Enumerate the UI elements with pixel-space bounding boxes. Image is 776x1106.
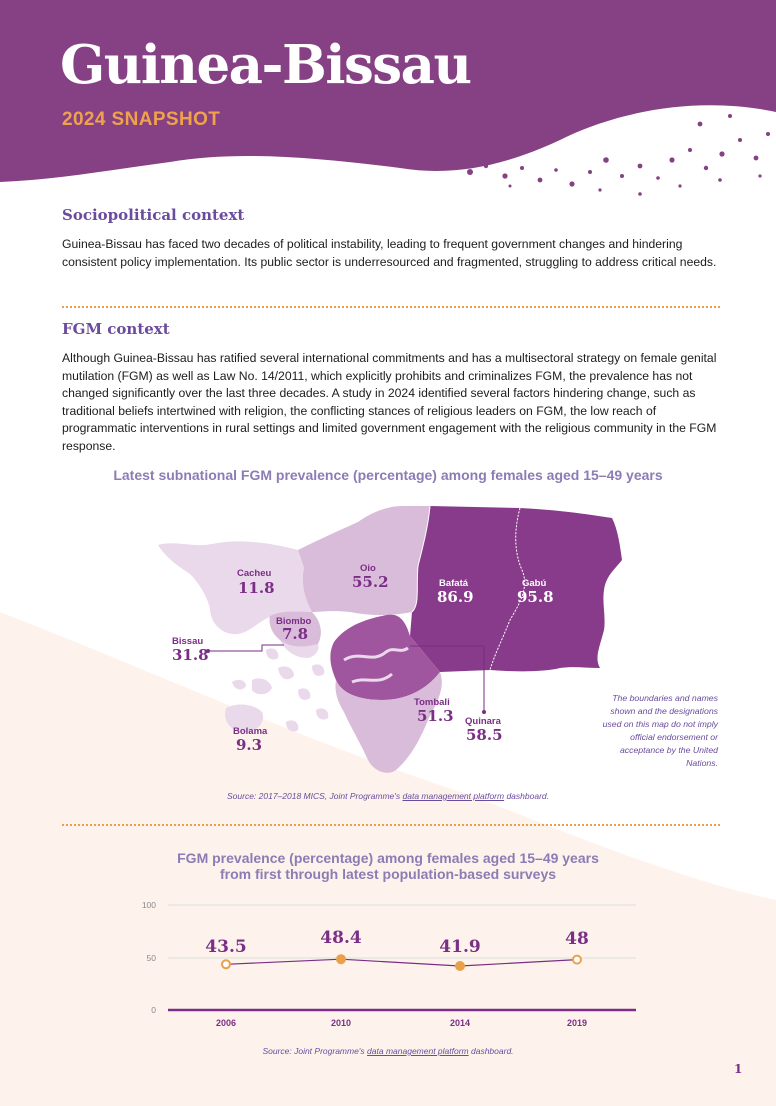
data-point — [222, 960, 230, 968]
sociopolitical-text: Guinea-Bissau has faced two decades of political instability, leading to frequent government changes and hindering consistent policy implementation. Its public sector is underresourced and fragmented, struggling to address critical needs. — [62, 237, 717, 269]
page-subtitle: 2024 SNAPSHOT — [62, 109, 221, 130]
sociopolitical-heading: Sociopolitical context — [62, 206, 245, 224]
xtick-label: 2019 — [566, 1018, 588, 1028]
label-bafata-value: 86.9 — [437, 588, 474, 606]
label-quinara-name: Quinara — [465, 716, 501, 727]
fgm-context-text: Although Guinea-Bissau has ratified several international commitments and has a multisectoral strategy on female genital mutilation (FGM) as well as Law No. 14/2011, which explicitly prohibits and criminalizes FGM, the prevalence has not changed significantly over the last three decades. A study in 2024 identified several factors hindering change, such as traditional beliefs intertwined with religion, the conflicting stances of religious leaders on FGM, the low reach of programmatic interventions in rural settings and limited government engagement with the religious community in the FGM response. — [62, 351, 717, 453]
data-label: 41.9 — [439, 937, 481, 957]
label-gabu-name: Gabú — [522, 578, 547, 589]
label-quinara-value: 58.5 — [466, 726, 503, 744]
divider-2 — [62, 824, 720, 826]
label-bolama-name: Bolama — [233, 726, 268, 737]
map-source-suffix: dashboard. — [504, 791, 549, 801]
chart-title-line1: FGM prevalence (percentage) among females aged 15–49 years — [177, 850, 599, 866]
data-point — [573, 956, 581, 964]
label-tombali-name: Tombali — [414, 697, 450, 708]
xtick-label: 2014 — [449, 1018, 471, 1028]
label-gabu-value: 95.8 — [517, 588, 554, 606]
fgm-context-heading: FGM context — [62, 320, 170, 338]
series-line — [226, 959, 577, 966]
label-cacheu-name: Cacheu — [237, 568, 272, 579]
data-label: 43.5 — [205, 937, 247, 957]
chart-source-suffix: dashboard. — [468, 1046, 514, 1056]
ytick-label: 100 — [141, 900, 156, 910]
ytick-label: 0 — [151, 1005, 156, 1015]
map-source-prefix: Source: 2017–2018 MICS, Joint Programme's — [227, 791, 403, 801]
ytick-label: 50 — [146, 953, 156, 963]
data-label: 48 — [565, 929, 589, 949]
chart-source-prefix: Source: Joint Programme's — [262, 1046, 368, 1056]
quinara-pointer — [482, 710, 486, 714]
chart-source — [0, 1046, 776, 1056]
map-disclaimer: The boundaries and names shown and the designations used on this map do not imply official endorsement or acceptance by the United Nations. — [602, 693, 718, 768]
map-title: Latest subnational FGM prevalence (percentage) among females aged 15–49 years — [113, 467, 663, 483]
data-point — [456, 962, 464, 970]
label-cacheu-value: 11.8 — [238, 579, 275, 597]
page-title: Guinea-Bissau — [60, 34, 471, 96]
data-label: 48.4 — [320, 928, 362, 948]
map-source — [0, 791, 776, 801]
label-bissau-value: 31.8 — [172, 646, 209, 664]
page-number: 1 — [734, 1062, 743, 1076]
xtick-label: 2010 — [330, 1018, 352, 1028]
map-region-oio — [298, 506, 430, 615]
xtick-label: 2006 — [215, 1018, 237, 1028]
divider-1 — [62, 306, 720, 308]
label-tombali-value: 51.3 — [417, 707, 454, 725]
label-bafata-name: Bafatá — [439, 578, 469, 589]
prevalence-line-chart — [0, 890, 776, 1040]
label-bissau-name: Bissau — [172, 636, 204, 647]
label-biombo-value: 7.8 — [282, 625, 309, 643]
map-source-link[interactable]: data management platform — [402, 791, 505, 801]
label-oio-value: 55.2 — [352, 573, 389, 591]
chart-source-link[interactable]: data management platform — [367, 1046, 469, 1056]
data-point — [337, 955, 345, 963]
chart-title-line2: from first through latest population-based surveys — [219, 866, 557, 882]
label-biombo-name: Biombo — [276, 616, 312, 627]
label-bolama-value: 9.3 — [236, 736, 263, 754]
map-region-bolama — [225, 648, 328, 732]
label-oio-name: Oio — [360, 563, 376, 574]
